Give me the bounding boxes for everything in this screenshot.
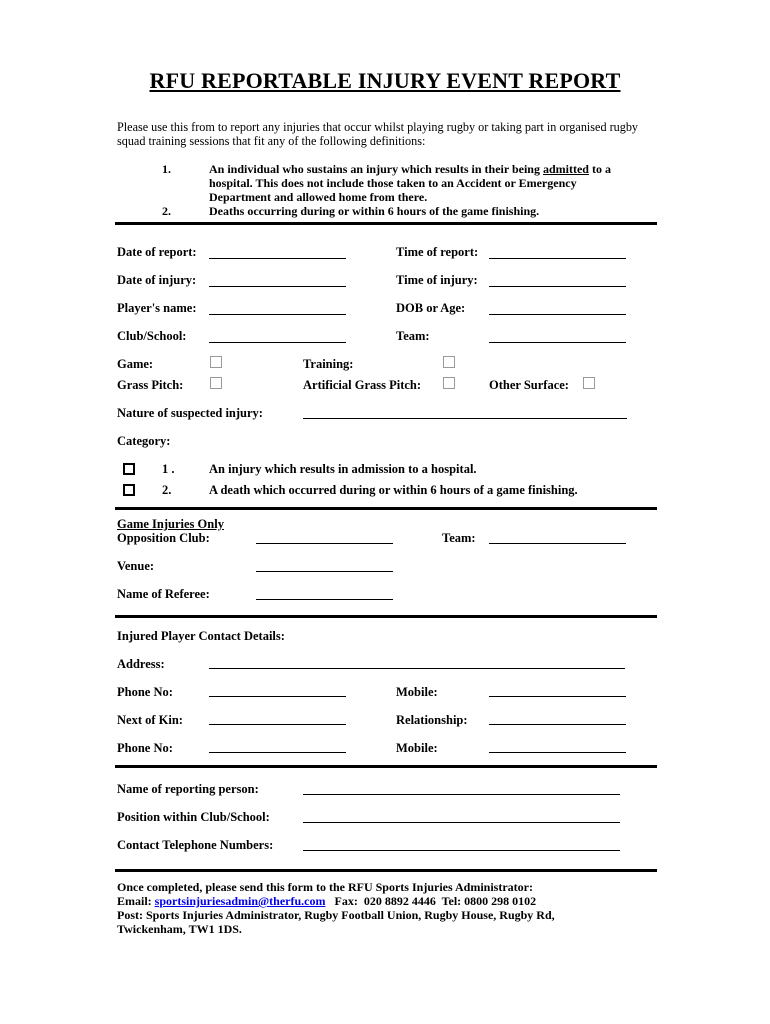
nature-of-injury-label: Nature of suspected injury:	[117, 406, 263, 420]
reporting-person-label: Name of reporting person:	[117, 782, 259, 796]
players-name-field[interactable]	[209, 314, 346, 315]
nature-of-injury-field[interactable]	[303, 418, 627, 419]
footer-contact-line: Email: sportsinjuriesadmin@therfu.com Fax: 020 8892 4446 Tel: 0800 298 0102	[117, 894, 537, 908]
section-divider	[115, 507, 657, 510]
definition-1-underlined: admitted	[542, 162, 589, 176]
mobile-field[interactable]	[489, 696, 626, 697]
opposition-club-field[interactable]	[256, 543, 393, 544]
footer-instructions: Once completed, please send this form to the RFU Sports Injuries Administrator:	[117, 880, 533, 894]
page-title: RFU REPORTABLE INJURY EVENT REPORT	[149, 68, 621, 93]
date-of-report-field[interactable]	[209, 258, 346, 259]
dob-or-age-field[interactable]	[489, 314, 626, 315]
kin-mobile-field[interactable]	[489, 752, 626, 753]
mobile-label: Mobile:	[396, 685, 438, 699]
section-divider	[115, 615, 657, 618]
time-of-injury-field[interactable]	[489, 286, 626, 287]
category-1-checkbox[interactable]	[123, 463, 135, 475]
intro-text: Please use this from to report any injuries that occur whilst playing rugby or taking part in organised rugby squad training sessions that fit any of the following definitions:	[117, 120, 639, 148]
training-checkbox[interactable]	[443, 356, 455, 368]
referee-field[interactable]	[256, 599, 393, 600]
section-divider	[115, 222, 657, 225]
reporting-person-field[interactable]	[303, 794, 620, 795]
club-school-label: Club/School:	[117, 329, 187, 343]
footer-city: Twickenham, TW1 1DS.	[117, 922, 242, 936]
other-surface-label: Other Surface:	[489, 378, 569, 392]
contact-heading: Injured Player Contact Details:	[117, 629, 285, 643]
kin-phone-no-label: Phone No:	[117, 741, 173, 755]
footer-post-address: Post: Sports Injuries Administrator, Rugby Football Union, Rugby House, Rugby Rd,	[117, 908, 555, 922]
phone-no-label: Phone No:	[117, 685, 173, 699]
admin-email-link[interactable]: sportsinjuriesadmin@therfu.com	[154, 894, 326, 908]
game-injuries-heading: Game Injuries Only	[117, 517, 224, 531]
contact-phones-label: Contact Telephone Numbers:	[117, 838, 274, 852]
definition-1-number: 1.	[162, 162, 171, 176]
opposition-club-label: Opposition Club:	[117, 531, 210, 545]
kin-phone-no-field[interactable]	[209, 752, 346, 753]
time-of-report-label: Time of report:	[396, 245, 479, 259]
opposition-team-field[interactable]	[489, 543, 626, 544]
category-2-text: A death which occurred during or within 6 hours of a game finishing.	[209, 483, 578, 497]
category-2-number: 2.	[162, 483, 172, 497]
other-surface-checkbox[interactable]	[583, 377, 595, 389]
category-1-text: An injury which results in admission to a hospital.	[209, 462, 477, 476]
time-of-injury-label: Time of injury:	[396, 273, 478, 287]
section-divider	[115, 765, 657, 768]
position-field[interactable]	[303, 822, 620, 823]
club-school-field[interactable]	[209, 342, 346, 343]
players-name-label: Player's name:	[117, 301, 197, 315]
opposition-team-label: Team:	[442, 531, 476, 545]
definition-1-text: An individual who sustains an injury which results in their being admitted to a hospital. This does not include those taken to an Accident or Emergency Department and allowed home from there.	[209, 162, 611, 204]
artificial-grass-pitch-checkbox[interactable]	[443, 377, 455, 389]
contact-phones-field[interactable]	[303, 850, 620, 851]
grass-pitch-label: Grass Pitch:	[117, 378, 184, 392]
referee-label: Name of Referee:	[117, 587, 210, 601]
grass-pitch-checkbox[interactable]	[210, 377, 222, 389]
address-field[interactable]	[209, 668, 625, 669]
category-2-checkbox[interactable]	[123, 484, 135, 496]
date-of-injury-label: Date of injury:	[117, 273, 197, 287]
venue-label: Venue:	[117, 559, 155, 573]
category-1-number: 1 .	[162, 462, 175, 476]
relationship-field[interactable]	[489, 724, 626, 725]
team-field[interactable]	[489, 342, 626, 343]
time-of-report-field[interactable]	[489, 258, 626, 259]
game-checkbox[interactable]	[210, 356, 222, 368]
phone-no-field[interactable]	[209, 696, 346, 697]
next-of-kin-label: Next of Kin:	[117, 713, 183, 727]
dob-or-age-label: DOB or Age:	[396, 301, 466, 315]
definition-2-text: Deaths occurring during or within 6 hours of the game finishing.	[209, 204, 540, 218]
relationship-label: Relationship:	[396, 713, 468, 727]
definition-2-number: 2.	[162, 204, 171, 218]
next-of-kin-field[interactable]	[209, 724, 346, 725]
venue-field[interactable]	[256, 571, 393, 572]
date-of-report-label: Date of report:	[117, 245, 197, 259]
position-label: Position within Club/School:	[117, 810, 270, 824]
training-label: Training:	[303, 357, 354, 371]
game-label: Game:	[117, 357, 154, 371]
date-of-injury-field[interactable]	[209, 286, 346, 287]
team-label: Team:	[396, 329, 430, 343]
section-divider	[115, 869, 657, 872]
kin-mobile-label: Mobile:	[396, 741, 438, 755]
category-label: Category:	[117, 434, 171, 448]
artificial-grass-pitch-label: Artificial Grass Pitch:	[303, 378, 422, 392]
address-label: Address:	[117, 657, 165, 671]
